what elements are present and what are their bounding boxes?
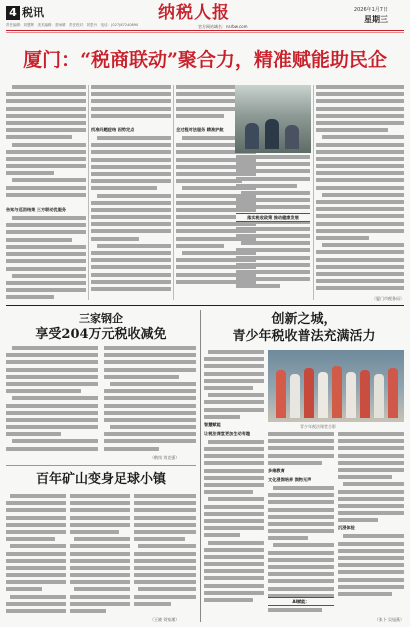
youth-story-subhead-1: 智慧赋能 bbox=[204, 421, 221, 427]
youth-story-subhead-4: 文化浸润培养 润物无声 bbox=[268, 476, 312, 482]
town-story-title: 百年矿山变身足球小镇 bbox=[35, 472, 166, 487]
main-story-col-5 bbox=[316, 85, 404, 300]
page-number: 4 bbox=[6, 6, 20, 20]
main-story-col-2 bbox=[91, 85, 171, 125]
main-story-subhead-1: 告知与巡回结果 三方联动优服务 bbox=[6, 207, 67, 212]
column-divider bbox=[200, 310, 201, 622]
youth-story-photo bbox=[268, 350, 404, 422]
editor-credits: 责任编辑：刘慧辉 美术编辑：蔡雨晴 责任校对：刘思丹 电话：(027)87240890 bbox=[6, 23, 139, 27]
main-headline: 厦门：“税商联动”聚合力，精准赋能助民企 bbox=[23, 49, 387, 71]
issue-date: 2026年1月7日 bbox=[353, 7, 388, 13]
youth-story-byline: （张卜 吴旭燕） bbox=[374, 617, 404, 622]
section-divider bbox=[6, 465, 196, 466]
main-story-boxed-subhead: 落实税收政策 推动健康发展 bbox=[236, 213, 310, 222]
main-story-byline: （厦门市税务局） bbox=[372, 296, 404, 301]
youth-photo-caption: 青少年税法课堂合影 bbox=[300, 424, 336, 429]
section-name: 税讯 bbox=[22, 6, 44, 19]
steel-story-heading bbox=[6, 312, 196, 343]
youth-story-kicker: 创新之城， bbox=[271, 312, 337, 327]
section-divider bbox=[6, 305, 404, 306]
youth-story-boxed-subhead: AI赋能： bbox=[268, 597, 334, 606]
town-story-col-2 bbox=[70, 494, 130, 622]
main-story-photo bbox=[235, 85, 311, 153]
youth-story-subhead-5: 沉浸体验 bbox=[338, 525, 355, 531]
youth-story-subhead-2: 让税法课堂更加生动有趣 bbox=[204, 430, 251, 436]
main-story-col-1-lower bbox=[6, 205, 86, 245]
youth-story-title: 青少年税收普法充满活力 bbox=[232, 329, 376, 344]
main-story-col-1 bbox=[6, 85, 86, 203]
column-divider bbox=[173, 85, 174, 300]
steel-story-col-2 bbox=[104, 346, 196, 454]
issue-weekday: 星期三 bbox=[364, 15, 388, 24]
youth-story-subhead-3: 多维教育 bbox=[268, 467, 285, 473]
youth-story-col-3 bbox=[338, 432, 404, 620]
header-rule bbox=[6, 30, 404, 31]
main-story-subhead-3: 全过程对法服务 精准护航 bbox=[176, 127, 224, 132]
town-story-col-3 bbox=[134, 494, 196, 614]
column-divider bbox=[313, 85, 314, 300]
main-story-subhead-2: 找准问题症结 因势定点 bbox=[91, 127, 135, 132]
town-story-col-1 bbox=[6, 494, 66, 622]
youth-story-heading bbox=[204, 312, 404, 345]
steel-story-byline: （鹤岗 刘克强） bbox=[150, 455, 180, 460]
main-story-col-1-end bbox=[6, 245, 86, 305]
main-story-col-2-lower bbox=[91, 125, 171, 305]
youth-story-col-1 bbox=[204, 350, 264, 620]
youth-story-col-2 bbox=[268, 432, 334, 620]
main-story-col-4 bbox=[236, 155, 310, 303]
steel-story-col-1 bbox=[6, 346, 98, 454]
town-story-byline: （王晓 刘家湘） bbox=[150, 617, 180, 622]
website-line: 官方网站域名：nsrbw.com bbox=[198, 24, 248, 29]
column-divider bbox=[88, 85, 89, 300]
header-rule-secondary bbox=[6, 32, 404, 33]
steel-story-title: 享受204万元税收减免 bbox=[35, 327, 167, 342]
steel-story-kicker: 三家钢企 bbox=[79, 312, 123, 325]
masthead: 纳税人报 bbox=[158, 3, 230, 23]
